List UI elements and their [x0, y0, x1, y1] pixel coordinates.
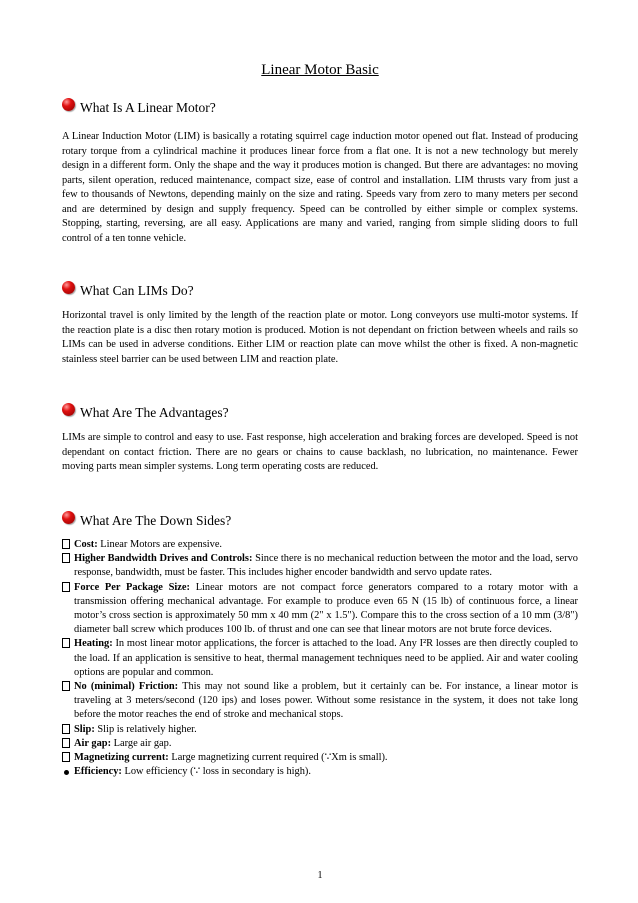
section-heading-advantages [62, 403, 229, 421]
list-item-label: Higher Bandwidth Drives and Controls: [74, 553, 253, 565]
red-ball-bullet-icon [62, 511, 75, 524]
list-item [62, 637, 578, 680]
section-heading-text: What Is A Linear Motor? [80, 100, 216, 115]
list-item-text: Large magnetizing current required (∵Xm is small). [168, 752, 388, 764]
list-item-label: Force Per Package Size: [74, 581, 190, 593]
list-item [62, 765, 578, 779]
box-bullet-icon [62, 553, 70, 563]
list-item-label: Cost: [74, 539, 98, 550]
downsides-list [62, 538, 578, 779]
list-item-label: Air gap: [74, 737, 112, 749]
red-ball-bullet-icon [62, 281, 75, 294]
box-bullet-icon [62, 752, 70, 762]
box-bullet-icon [62, 681, 70, 691]
list-item [62, 581, 578, 638]
box-bullet-icon [62, 738, 70, 748]
section-heading-text: What Are The Down Sides? [80, 513, 232, 528]
list-item-text: Linear Motors are expensive. [97, 539, 223, 550]
list-item-text: Large air gap. [111, 737, 172, 749]
list-item-text: Linear motors are not compact force generators compared to a rotary motor with a transmission offering mechanical advantage. For example to produce even 65 N (15 lb) of continuous force, a linear motor’s cross section is approximately 50 mm x 40 mm (2" x 1.5"). Compare this to the cross section of a 10 mm (3/8") diameter ball screw which produces 100 lb. of thrust and one can see that linear motors are not brute force devices. [74, 581, 578, 636]
list-item [62, 737, 578, 751]
list-item-label: Heating: [74, 638, 113, 650]
section-heading-text: What Are The Advantages? [80, 405, 229, 420]
list-item-text: In most linear motor applications, the forcer is attached to the load. Any I²R losses are then directly coupled to the load. If an application is sensitive to heat, thermal management techniques need to be applied. Air and water cooling options are popular and common. [74, 638, 578, 678]
dot-bullet-icon [64, 770, 69, 775]
box-bullet-icon [62, 582, 70, 592]
section-paragraph-advantages: LIMs are simple to control and easy to use. Fast response, high acceleration and braking forces are developed. Speed is not dependant on contact friction. There are no gears or chains to cause backlash, no lubrication, no maintenance. Fewer moving parts mean simpler systems. Long term operating costs are reduced. [62, 432, 578, 472]
list-item-text: Since there is no mechanical reduction between the motor and the load, servo response, bandwidth, must be faster. This includes higher encoder bandwidth and servo update rates. [74, 553, 579, 579]
list-item-text: Slip is relatively higher. [94, 723, 197, 735]
section-heading-text: What Can LIMs Do? [80, 283, 194, 298]
list-item [62, 552, 578, 580]
red-ball-bullet-icon [62, 98, 75, 111]
list-item-text: Low efficiency (∵ loss in secondary is high). [121, 766, 311, 778]
section-heading-down-sides [62, 511, 231, 529]
page-title: Linear Motor Basic [261, 62, 379, 78]
list-item [62, 680, 578, 723]
box-bullet-icon [62, 724, 70, 734]
list-item [62, 723, 578, 737]
section-heading-what-is [62, 98, 216, 116]
section-heading-what-can [62, 281, 194, 299]
box-bullet-icon [62, 539, 70, 549]
page-number: 1 [317, 870, 323, 881]
section-paragraph-what-can: Horizontal travel is only limited by the length of the reaction plate or motor. Long conveyors use multi-motor systems. If the reaction plate is a disc then rotary motion is produced. Motion is not dependant on friction between wheels and rails so LIMs can be used in adverse conditions. Either LIM or reaction plate can move whilst the other is fixed. A non-magnetic stainless steel barrier can be used between LIM and reaction plate. [62, 310, 578, 365]
section-paragraph-what-is: A Linear Induction Motor (LIM) is basically a rotating squirrel cage induction motor opened out flat. Instead of producing rotary torque from a cylindrical machine it produces linear force from a flat one. It is not a new technology but merely design in a different form. Only the shape and the way it produces motion is changed. But there are advantages: no moving parts, silent operation, reduced maintenance, compact size, ease of control and installation. LIM thrusts vary from just a few to thousands of Newtons, depending mainly on the size and rating. Speeds vary from zero to many meters per second and are determined by design and supply frequency. Speed can be controlled by either simple or complex systems. Stopping, starting, reversing, are all easy. Applications are many and varied, ranging from simple sliding doors to full control of a ten tonne vehicle. [62, 131, 578, 244]
list-item-label: Magnetizing current: [74, 752, 169, 764]
list-item-label: No (minimal) Friction: [74, 681, 179, 693]
red-ball-bullet-icon [62, 403, 75, 416]
list-item [62, 538, 578, 552]
list-item [62, 751, 578, 765]
list-item-text: This may not sound like a problem, but it certainly can be. For instance, a linear motor is traveling at 3 meters/second (120 ips) and loses power. Without some resistance in the system, it does not take long before the motor reaches the end of stroke and mechanical stops. [74, 681, 579, 721]
list-item-label: Slip: [74, 723, 95, 735]
list-item-label: Efficiency: [74, 766, 122, 778]
box-bullet-icon [62, 638, 70, 648]
